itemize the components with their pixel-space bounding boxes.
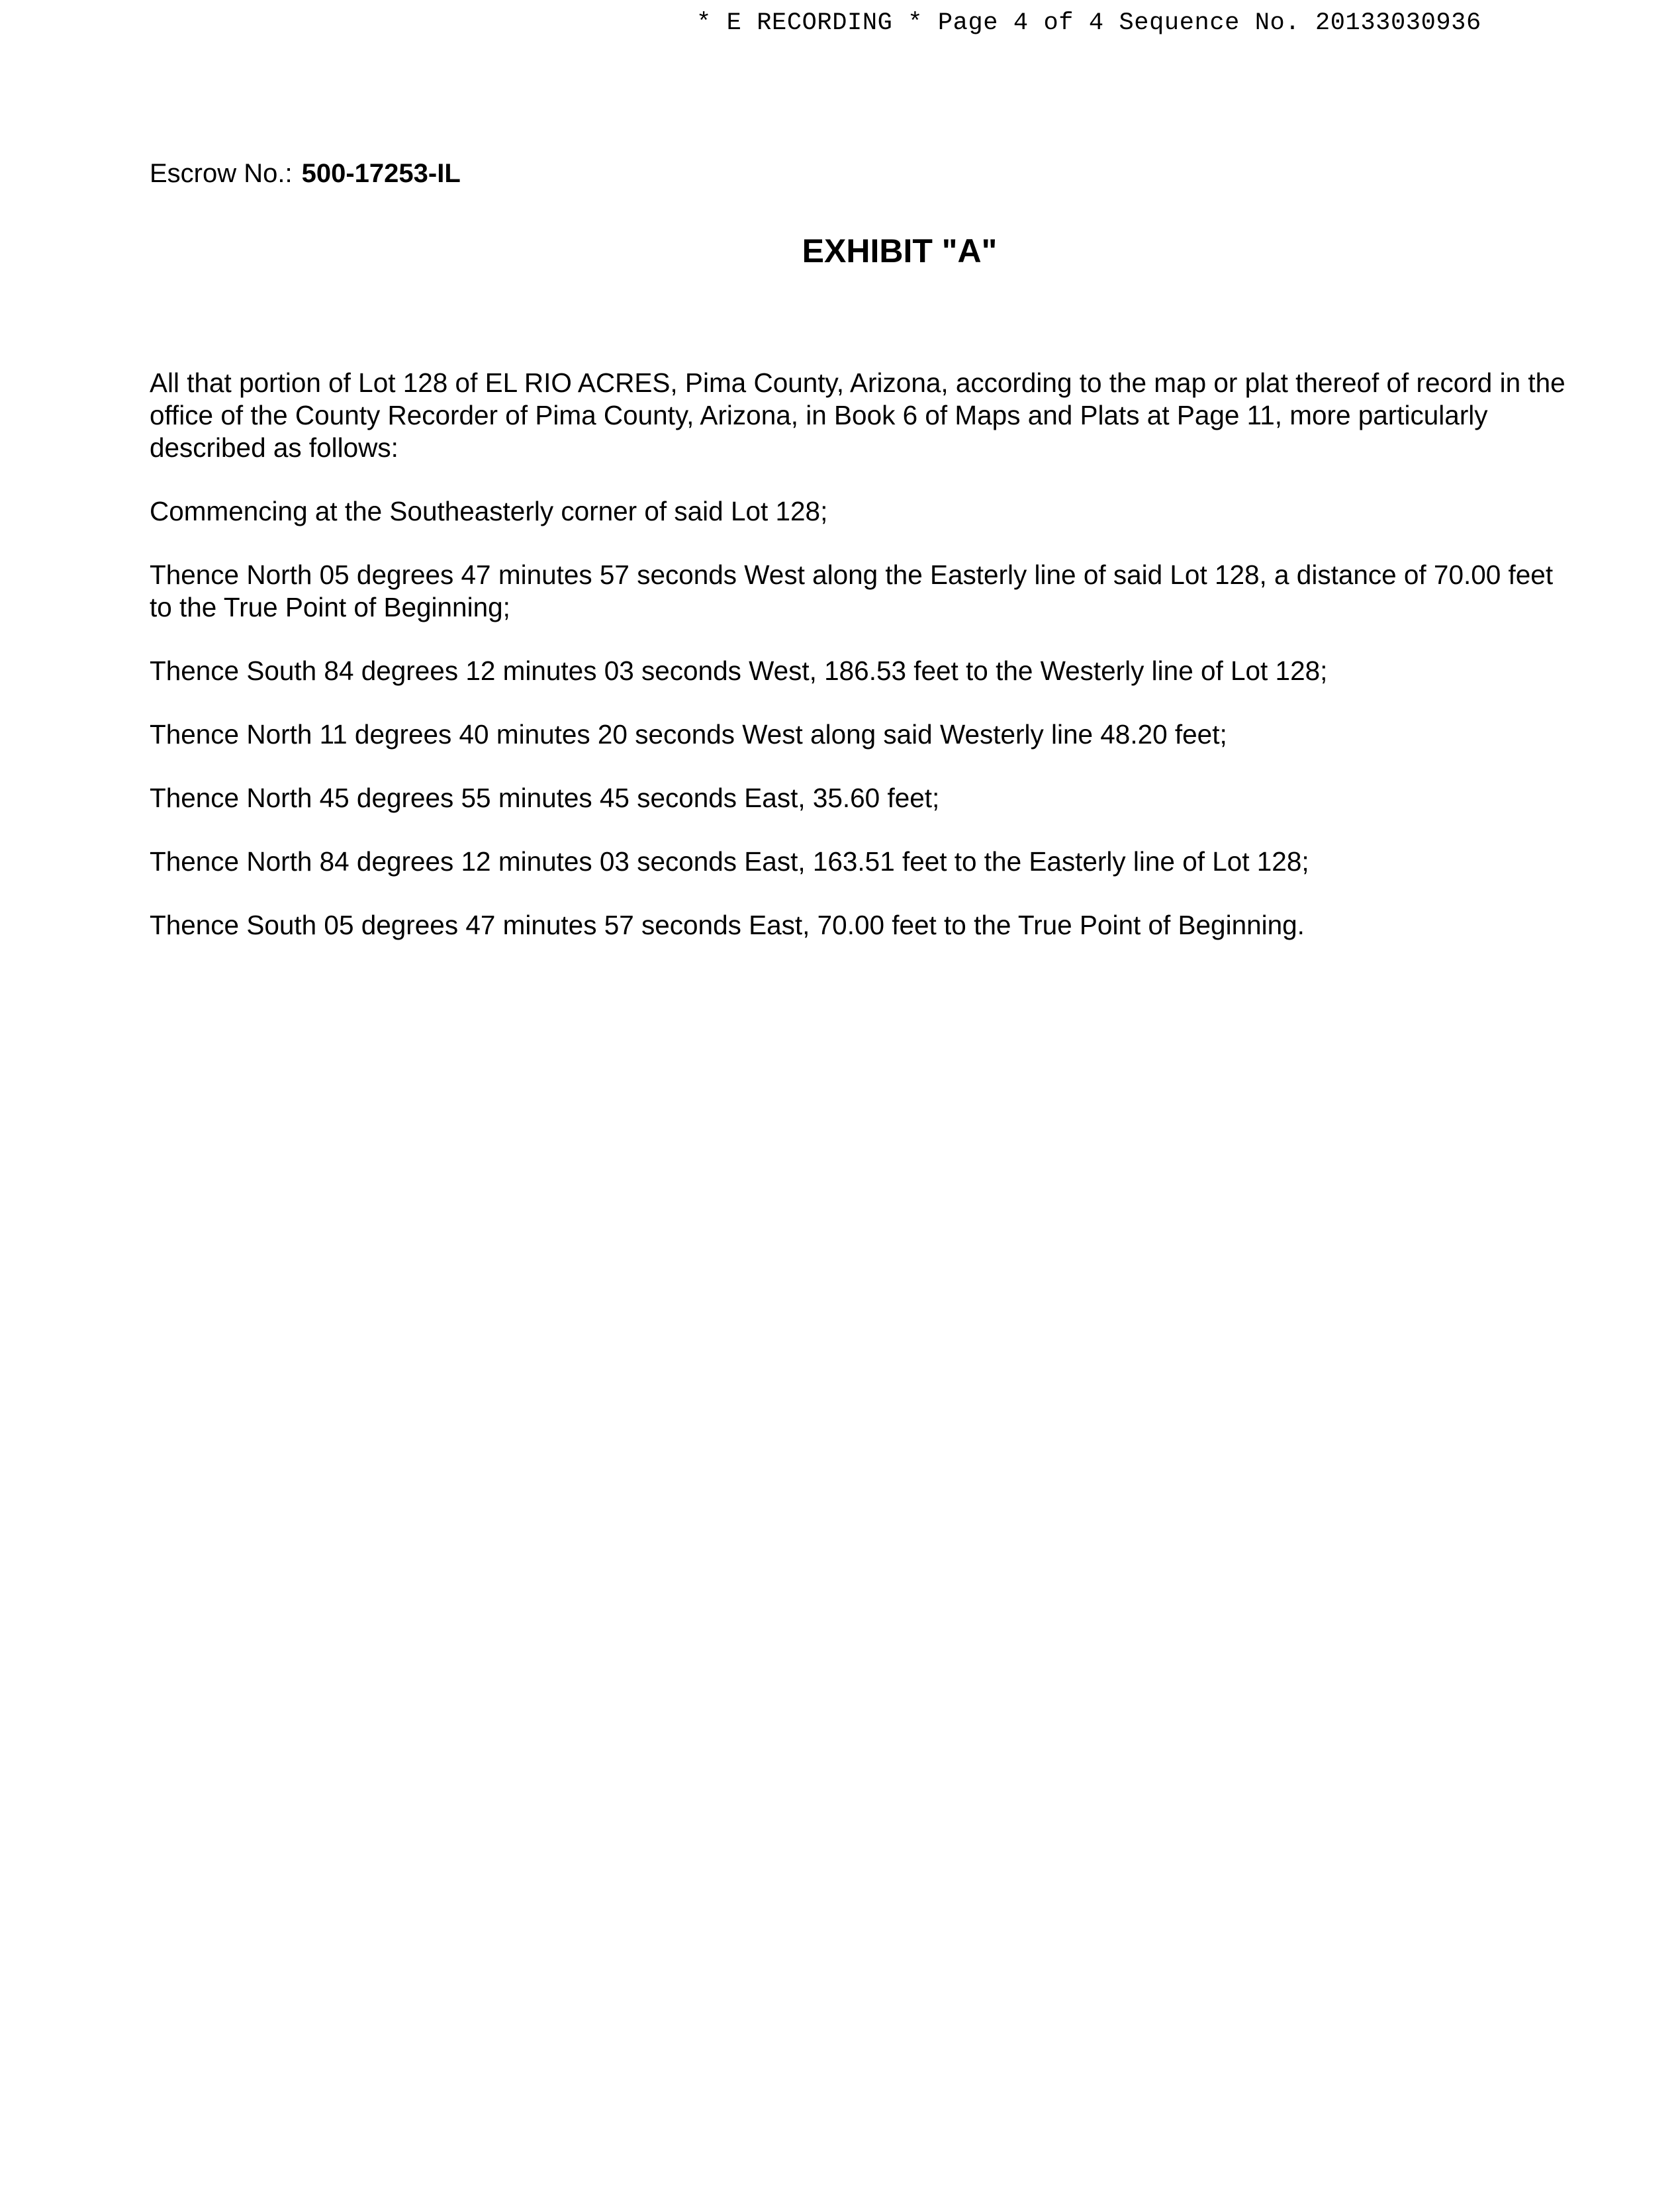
recording-header: * E RECORDING * Page 4 of 4 Sequence No. 20133030936 (696, 9, 1481, 37)
legal-paragraph-course-1: Thence North 05 degrees 47 minutes 57 seconds West along the Easterly line of said Lot 128, a distance of 70.00 feet to the True Point of Beginning; (150, 559, 1554, 622)
legal-paragraph-course-4: Thence North 45 degrees 55 minutes 45 seconds East, 35.60 feet; (150, 783, 940, 813)
legal-paragraph-course-2: Thence South 84 degrees 12 minutes 03 seconds West, 186.53 feet to the Westerly line of Lot 128; (150, 656, 1328, 686)
legal-paragraph-commencing: Commencing at the Southeasterly corner of said Lot 128; (150, 496, 828, 526)
exhibit-title: EXHIBIT "A" (802, 232, 998, 269)
legal-paragraph-course-6: Thence South 05 degrees 47 minutes 57 seconds East, 70.00 feet to the True Point of Beginning. (150, 910, 1305, 940)
legal-paragraph-course-3: Thence North 11 degrees 40 minutes 20 seconds West along said Westerly line 48.20 feet; (150, 719, 1227, 750)
escrow-label: Escrow No.: (150, 159, 293, 188)
escrow-number: 500-17253-IL (301, 159, 461, 188)
escrow-line (150, 159, 461, 189)
legal-paragraph-intro: All that portion of Lot 128 of EL RIO ACRES, Pima County, Arizona, according to the map or plat thereof of record in the office of the County Recorder of Pima County, Arizona, in Book 6 of Maps and Plats at Page 11, more particularly described as follows: (150, 367, 1565, 463)
legal-description (150, 367, 1566, 973)
legal-paragraph-course-5: Thence North 84 degrees 12 minutes 03 seconds East, 163.51 feet to the Easterly line of Lot 128; (150, 846, 1309, 877)
